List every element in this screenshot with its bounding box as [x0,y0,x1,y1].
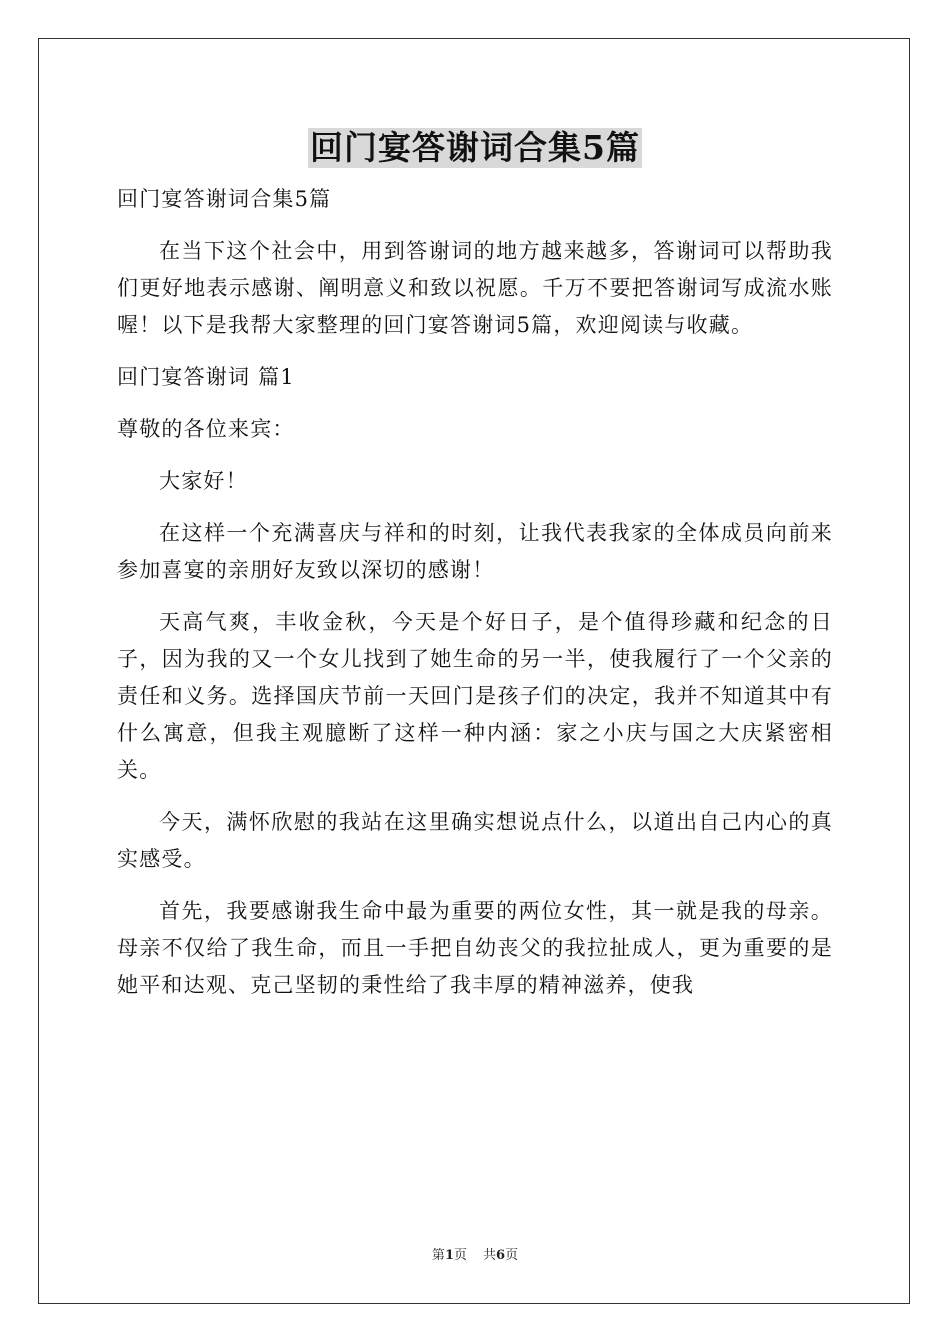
total-suffix: 页 [505,1248,519,1263]
body-paragraph: 首先，我要感谢我生命中最为重要的两位女性，其一就是我的母亲。母亲不仅给了我生命，而且一手把自幼丧父的我拉扯成人，更为重要的是她平和达观、克己坚韧的秉性给了我丰厚的精神滋养，使我 [117,899,833,997]
salutation: 尊敬的各位来宾： [117,417,295,441]
page-prefix: 第 [431,1248,445,1263]
greeting: 大家好！ [159,469,248,493]
document-body [117,181,833,1019]
page-current: 1 [444,1248,454,1263]
body-paragraph: 在这样一个充满喜庆与祥和的时刻，让我代表我家的全体成员向前来参加喜宴的亲朋好友致以深切的感谢！ [117,521,833,582]
title-wrap [0,128,950,168]
total-prefix: 共 [483,1248,497,1263]
body-paragraph: 今天，满怀欣慰的我站在这里确实想说点什么，以道出自己内心的真实感受。 [117,810,833,871]
document-title: 回门宴答谢词合集5篇 [310,128,640,167]
page-footer [0,1247,950,1265]
document-subtitle: 回门宴答谢词合集5篇 [117,187,332,211]
body-paragraph: 天高气爽，丰收金秋，今天是个好日子，是个值得珍藏和纪念的日子，因为我的又一个女儿找到了她生命的另一半，使我履行了一个父亲的责任和义务。选择国庆节前一天回门是孩子们的决定，我并不知道其中有什么寓意，但我主观臆断了这样一种内涵：家之小庆与国之大庆紧密相关。 [117,610,833,782]
section-heading: 回门宴答谢词 篇1 [117,365,295,389]
total-pages: 6 [496,1248,506,1263]
intro-paragraph: 在当下这个社会中，用到答谢词的地方越来越多，答谢词可以帮助我们更好地表示感谢、阐明意义和致以祝愿。千万不要把答谢词写成流水账喔！以下是我帮大家整理的回门宴答谢词5篇，欢迎阅读与收藏。 [117,239,833,337]
page-suffix: 页 [453,1248,467,1263]
